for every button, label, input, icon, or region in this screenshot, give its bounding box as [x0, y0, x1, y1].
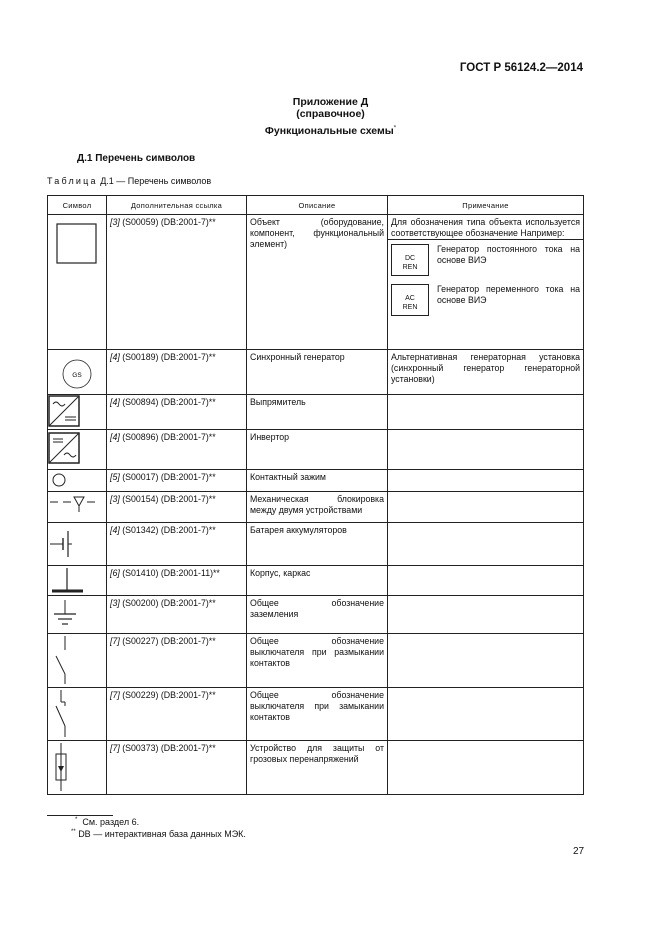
ground-icon	[48, 596, 107, 633]
table-row	[48, 566, 584, 596]
example-dc	[391, 244, 580, 276]
ref-source: [3]	[110, 217, 120, 227]
desc-cell: Объект (оборудование, компонент, функциональный элемент)	[247, 215, 388, 350]
ref-source: [7]	[110, 690, 120, 700]
symbol-cell	[48, 492, 107, 523]
symbol-cell	[48, 523, 107, 566]
ref-source: [3]	[110, 494, 120, 504]
footnote-divider	[47, 815, 113, 816]
inverter-icon	[48, 430, 107, 468]
battery-icon	[48, 523, 107, 565]
ref-code: (S00894) (DB:2001-7)**	[119, 397, 216, 407]
ref-cell	[107, 215, 247, 350]
table-row	[48, 688, 584, 741]
ref-source: [7]	[110, 636, 120, 646]
table-row	[48, 395, 584, 430]
table-caption	[47, 176, 211, 186]
ref-code: (S00189) (DB:2001-7)**	[119, 352, 216, 362]
ref-source: [4]	[110, 397, 120, 407]
symbol-cell	[48, 596, 107, 634]
ref-source: [5]	[110, 472, 120, 482]
ref-cell	[107, 350, 247, 395]
desc-cell: Корпус, каркас	[247, 566, 388, 596]
desc-cell: Механическая блокировка между двумя устройствами	[247, 492, 388, 523]
note-cell	[388, 470, 584, 492]
note-cell	[388, 634, 584, 688]
desc-cell: Синхронный генератор	[247, 350, 388, 395]
ac-ren-label: REN	[402, 304, 418, 311]
symbol-cell	[48, 430, 107, 470]
note-cell	[388, 688, 584, 741]
footnote-mark: **	[71, 829, 76, 835]
ref-source: [6]	[110, 568, 120, 578]
desc-cell: Общее обозначение выключателя при замыкании контактов	[247, 688, 388, 741]
caption-rest: Д.1 — Перечень символов	[97, 176, 212, 186]
switch-close-icon	[48, 688, 107, 739]
ref-cell	[107, 596, 247, 634]
col-header-ref: Дополнительная ссылка	[107, 196, 247, 215]
ref-code: (S01342) (DB:2001-7)**	[119, 525, 216, 535]
symbol-cell	[48, 215, 107, 350]
ref-cell	[107, 492, 247, 523]
table-header-row	[48, 196, 584, 215]
ref-code: (S00229) (DB:2001-7)**	[119, 690, 216, 700]
desc-cell: Общее обозначение заземления	[247, 596, 388, 634]
dc-label: DC	[404, 255, 416, 262]
ref-cell	[107, 470, 247, 492]
surge-arrester-icon	[48, 741, 107, 793]
col-header-note: Примечание	[388, 196, 584, 215]
ref-cell	[107, 430, 247, 470]
generator-circle-icon	[48, 350, 107, 394]
ref-source: [3]	[110, 598, 120, 608]
caption-prefix: Таблица	[47, 176, 98, 186]
footnote-text: См. раздел 6.	[82, 817, 140, 827]
note-cell	[388, 492, 584, 523]
ac-text: Генератор переменного тока на основе ВИЭ	[437, 284, 580, 305]
table-row	[48, 523, 584, 566]
ref-source: [7]	[110, 743, 120, 753]
standard-header: ГОСТ Р 56124.2—2014	[459, 62, 583, 74]
desc-cell: Инвертор	[247, 430, 388, 470]
ref-source: [4]	[110, 432, 120, 442]
section-title-text: Функциональные схемы	[264, 125, 394, 137]
note-cell	[388, 395, 584, 430]
dc-ren-label: REN	[402, 264, 418, 271]
ref-code: (S00059) (DB:2001-7)**	[119, 217, 216, 227]
switch-open-icon	[48, 634, 107, 686]
desc-cell: Устройство для защиты от грозовых перенапряжений	[247, 741, 388, 795]
mechanical-interlock-icon	[48, 492, 107, 520]
dc-text: Генератор постоянного тока на основе ВИЭ	[437, 244, 580, 265]
table-row	[48, 215, 584, 350]
ref-cell	[107, 688, 247, 741]
ref-code: (S00373) (DB:2001-7)**	[119, 743, 216, 753]
ref-code: (S00154) (DB:2001-7)**	[119, 494, 216, 504]
desc-cell: Общее обозначение выключателя при размыкании контактов	[247, 634, 388, 688]
desc-cell: Контактный зажим	[247, 470, 388, 492]
appendix-line2: (справочное)	[296, 108, 365, 120]
table-row	[48, 470, 584, 492]
symbol-cell	[48, 688, 107, 741]
footnote-1	[75, 817, 139, 827]
ref-code: (S00017) (DB:2001-7)**	[119, 472, 216, 482]
symbol-cell	[48, 470, 107, 492]
section-title	[0, 125, 661, 137]
symbols-table	[47, 195, 584, 795]
section-title-mark: *	[393, 125, 397, 132]
note-cell: Альтернативная генераторная установка (синхронный генератор генераторной установки)	[388, 350, 584, 395]
note-cell	[388, 741, 584, 795]
note-cell	[388, 566, 584, 596]
ref-source: [4]	[110, 352, 120, 362]
ref-cell	[107, 634, 247, 688]
ref-code: (S00896) (DB:2001-7)**	[119, 432, 216, 442]
note-cell	[388, 215, 584, 350]
examples-block	[388, 239, 583, 316]
table-row	[48, 741, 584, 795]
appendix-line1: Приложение Д	[292, 96, 369, 108]
footnote-2	[71, 829, 246, 839]
subsection-title: Д.1 Перечень символов	[77, 153, 196, 164]
ac-ren-box	[391, 284, 429, 316]
ac-label: AC	[405, 295, 415, 302]
dc-ren-box	[391, 244, 429, 276]
table-row	[48, 634, 584, 688]
ref-code: (S00227) (DB:2001-7)**	[119, 636, 216, 646]
ref-code: (S00200) (DB:2001-7)**	[119, 598, 216, 608]
note-cell	[388, 430, 584, 470]
note-cell	[388, 596, 584, 634]
footnote-mark: *	[75, 817, 78, 823]
col-header-symbol: Символ	[48, 196, 107, 215]
appendix-title	[0, 96, 661, 120]
symbol-cell	[48, 395, 107, 430]
ref-cell	[107, 523, 247, 566]
table-row	[48, 492, 584, 523]
symbol-cell	[48, 634, 107, 688]
example-ac	[391, 284, 580, 316]
rectifier-icon	[48, 395, 107, 429]
symbol-cell	[48, 741, 107, 795]
table-row	[48, 430, 584, 470]
ref-cell	[107, 395, 247, 430]
terminal-circle-icon	[48, 470, 107, 490]
note-text: Для обозначения типа объекта используется соответствующее обозначение Например:	[391, 217, 580, 238]
note-cell	[388, 523, 584, 566]
ref-cell	[107, 741, 247, 795]
page-number: 27	[573, 846, 585, 857]
symbol-cell	[48, 350, 107, 395]
symbol-cell	[48, 566, 107, 596]
footnote-text: DB — интерактивная база данных МЭК.	[78, 829, 246, 839]
table-row	[48, 596, 584, 634]
object-square-icon	[48, 215, 107, 275]
ref-source: [4]	[110, 525, 120, 535]
ref-cell	[107, 566, 247, 596]
ref-code: (S01410) (DB:2001-11)**	[119, 568, 220, 578]
table-row	[48, 350, 584, 395]
gs-label: GS	[72, 372, 82, 379]
col-header-desc: Описание	[247, 196, 388, 215]
desc-cell: Выпрямитель	[247, 395, 388, 430]
desc-cell: Батарея аккумуляторов	[247, 523, 388, 566]
chassis-frame-icon	[48, 566, 107, 595]
